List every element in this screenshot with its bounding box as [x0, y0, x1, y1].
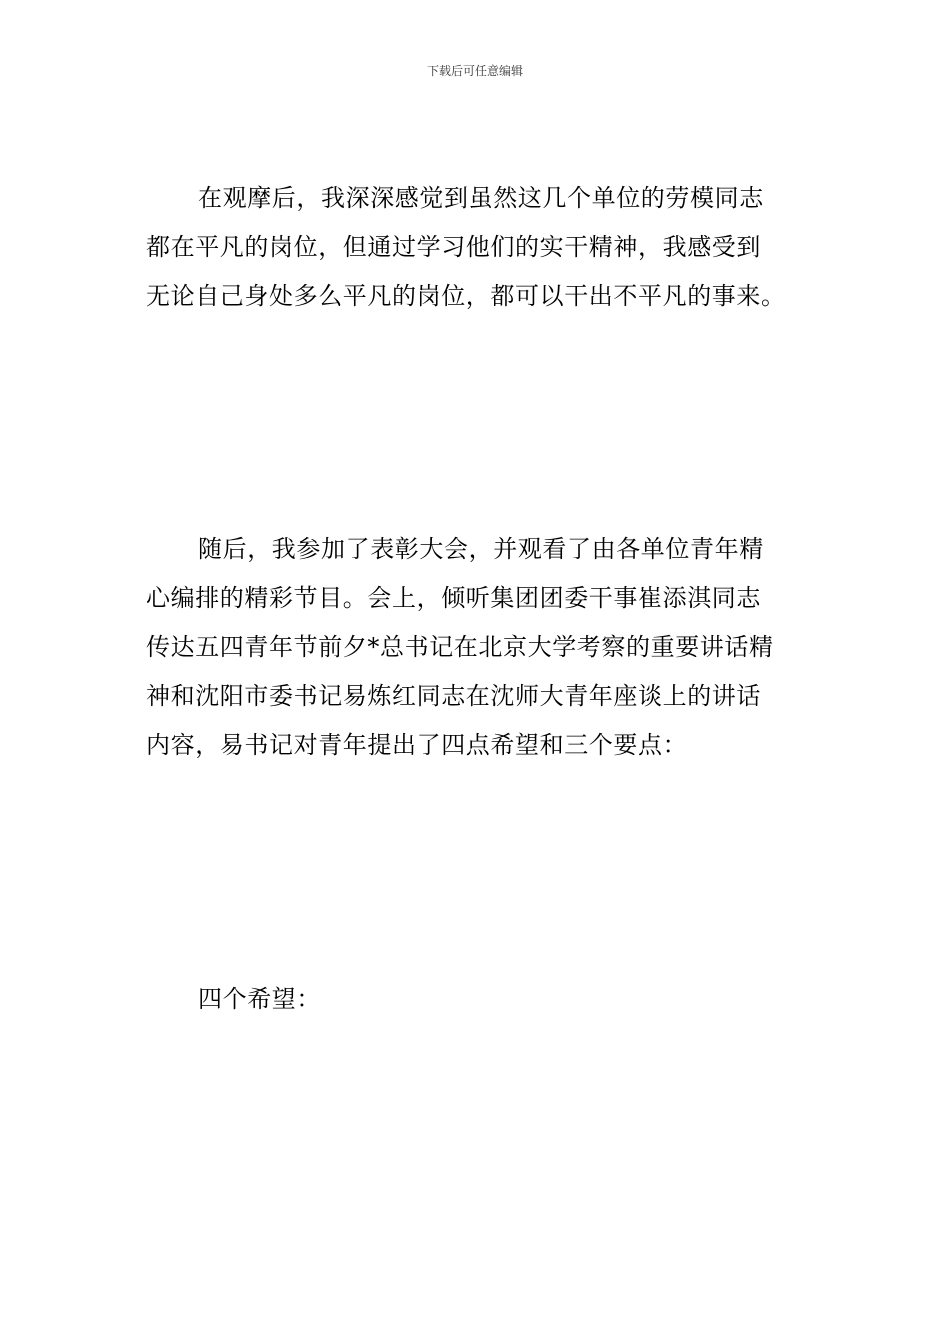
paragraph-four-hopes-heading: 四个希望： [198, 985, 321, 1013]
paragraph-observation: 在观摩后，我深深感觉到虽然这几个单位的劳模同志 都在平凡的岗位，但通过学习他们的实干精神，我感受到 无论自己身处多么平凡的岗位，都可以干出不平凡的事来。 [146, 184, 786, 310]
page-header-note: 下载后可任意编辑 [426, 64, 523, 78]
paragraph-commendation-meeting: 随后，我参加了表彰大会，并观看了由各单位青年精 心编排的精彩节目。会上，倾听集团团委干事崔添淇同志 传达五四青年节前夕*总书记在北京大学考察的重要讲话精 神和沈阳市委书记易炼红同志在沈师大青年座谈上的讲话 内容，易书记对青年提出了四点希望和三个要点： [146, 535, 774, 759]
